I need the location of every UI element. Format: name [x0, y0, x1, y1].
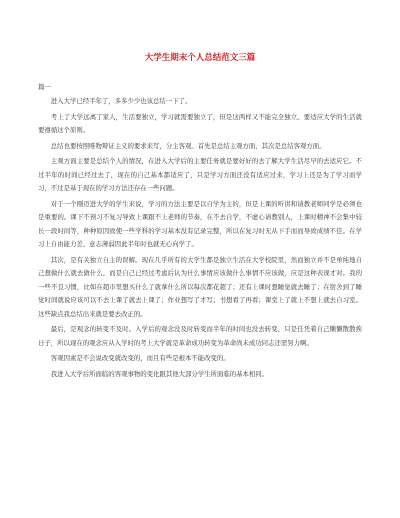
paragraph: 总结也要按照唯物辩证主义的要求来写，分主客观。首先是总结主观方面，其次是总结客观方面。	[50, 141, 326, 150]
paragraph: 其次，是有关独立自主的误解。现在几乎所有的大学生都是独立生活在大学校院里，然而独立并不是单纯地自己想做什么就去做什么，而是自己已经过考虑后认为什么事情应该做什么事情不应该做，应是这种表现才对。我的一些不良习惯，比如在超市里想买什么了就拿什么所以每次都花超了；还有上课时想睡觉就去睡了；在宿舍到了睡觉时间就说应该可以不去上课了就去上课了；作业想写了才写；书想看了再看；课堂上了就上不想上就去自习室。这些缺点我总结出来就是要去改正的。	[38, 255, 362, 318]
paragraph: 客观因素是不会说改变就改变的，而且有些是根本不能改变的。	[50, 354, 230, 362]
paragraph: 对于一个刚迈进大学的学生来说，学习的方法主要是以自学为主的，但是上课的听讲和请教老师同学是必须也是重要的。课下不预习不复习导致上课跟不上老师的节奏，在不去自学，不虚心请教别人，上课时精神不会集中较长一段时间等，种种原因致使一些学科的学习基本没有记录完整，所以在复习时无从下手而而导致成绩不佳。在学习上自由能力差、意志薄弱因此半年时也就无心向学了。	[38, 199, 362, 248]
paragraph: 最后，是观念的转变不及时。入学后的观念没及时转变而半年的时间也没去转变，只是任凭着自己懒懒散散挨日子，所以现在的观念应从入学时的考上大学就是革命成功转变为革命尚未成功同志还需努力啊。	[38, 325, 362, 347]
paragraph: 主观方面主要是总结个人的情况，在进入大学后的主要任务就是要好好的去了解大学生活尽早的去适应它。不过半年的时间已经过去了，现在的自己基本都适应了，只是学习方面还没有适应过来，学习上还是为了学习而学习，不过是基于现在的学习方法还存在一些问题。	[38, 157, 362, 192]
paragraph: 进入大学已经半年了，多多少少也该总结一下了。	[50, 97, 192, 105]
paragraph: 考上了大学远离了家人，生活要独立，学习就需要独立了，但是这两样又不能完全独立。要适应大学的生活就要遵循这个原则。	[38, 112, 362, 134]
paragraph: 我进入大学后所面临的客观事物的变化跟其他大部分学生所面临的基本相同。	[50, 369, 269, 378]
section-heading: 篇一	[38, 83, 51, 91]
document-title: 大学生期末个人总结范文三篇	[144, 53, 256, 63]
